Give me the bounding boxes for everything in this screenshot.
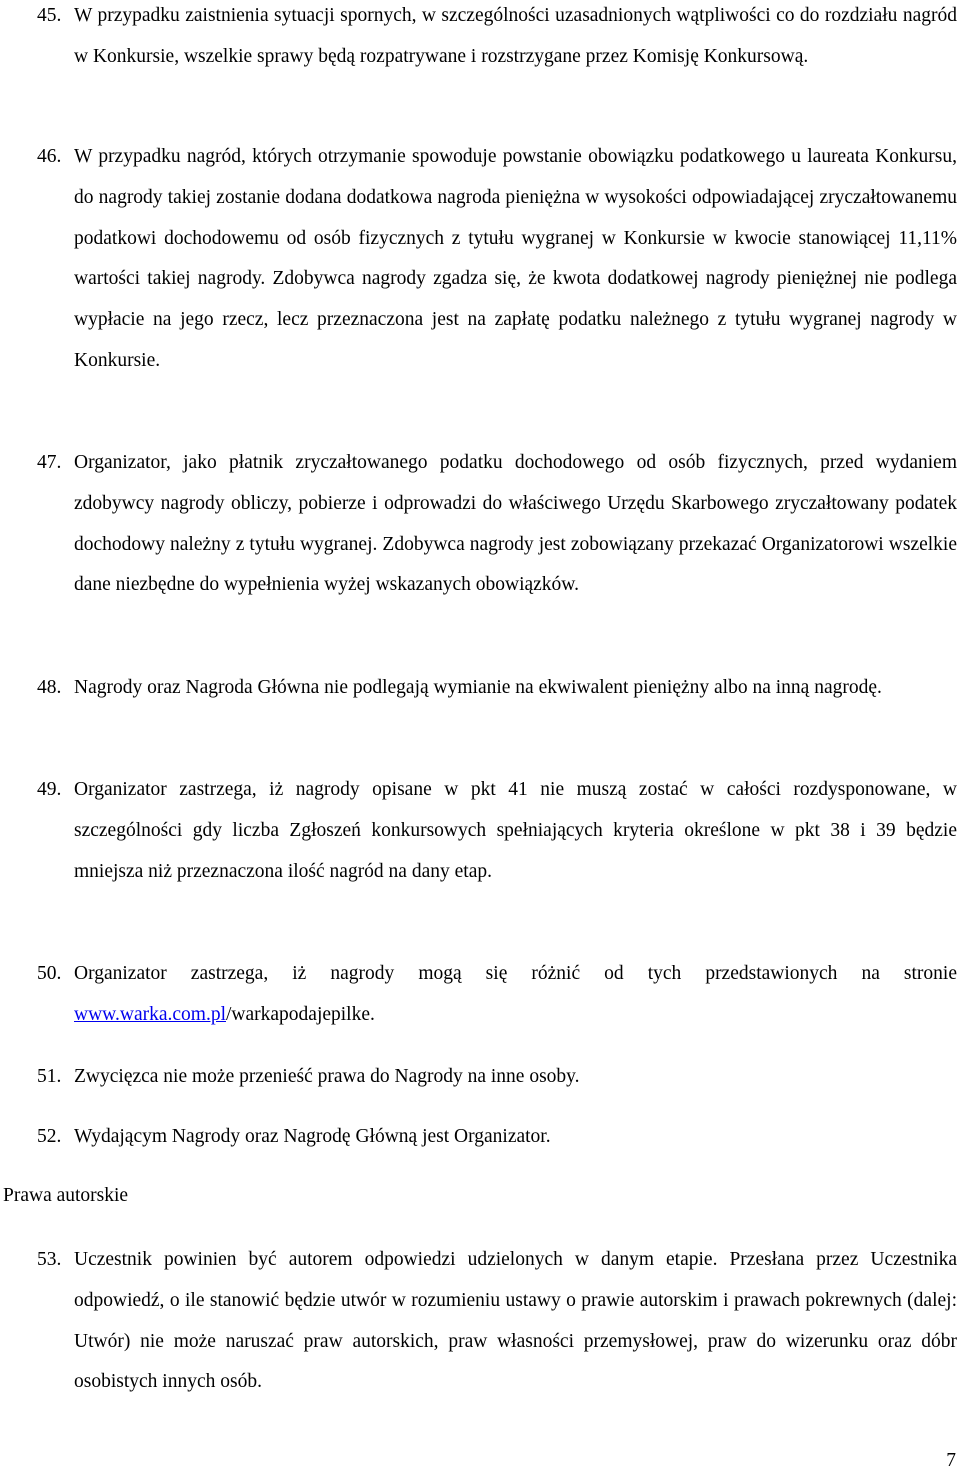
- paragraph-48: [37, 668, 957, 709]
- paragraph-50: [37, 954, 957, 1036]
- paragraph-text: Organizator zastrzega, iż nagrody opisane w pkt 41 nie muszą zostać w całości rozdysponowane, w szczególności gdy liczba Zgłoszeń konkursowych spełniających kryteria określone w pkt 38 i 39 będzie mniejsza niż przeznaczona ilość nagród na dany etap.: [74, 779, 957, 882]
- paragraph-45: [37, 0, 957, 78]
- paragraph-51: [37, 1057, 957, 1098]
- paragraph-number: 46.: [37, 146, 62, 167]
- paragraph-number: 47.: [37, 452, 62, 473]
- paragraph-number: 53.: [37, 1249, 62, 1270]
- paragraph-number: 50.: [37, 963, 62, 984]
- paragraph-text-before-link: Organizator zastrzega, iż nagrody mogą się różnić od tych przedstawionych na stronie: [74, 963, 957, 984]
- paragraph-52: [37, 1117, 957, 1158]
- warka-website-link[interactable]: www.warka.com.pl: [74, 1003, 226, 1025]
- page-number: 7: [946, 1450, 956, 1471]
- paragraph-47: [37, 443, 957, 606]
- paragraph-text: Uczestnik powinien być autorem odpowiedzi udzielonych w danym etapie. Przesłana przez Uczestnika odpowiedź, o ile stanowić będzie utwór w rozumieniu ustawy o prawie autorskim i prawach pokrewnych (dalej: Utwór) nie może naruszać praw autorskich, praw własności przemysłowej, praw do wizerunku oraz dóbr osobistych innych osób.: [74, 1249, 957, 1393]
- paragraph-text: Organizator, jako płatnik zryczałtowanego podatku dochodowego od osób fizycznych, przed wydaniem zdobywcy nagrody obliczy, pobierze i odprowadzi do właściwego Urzędu Skarbowego zryczałtowany podatek dochodowy należny z tytułu wygranej. Zdobywca nagrody jest zobowiązany przekazać Organizatorowi wszelkie dane niezbędne do wypełnienia wyżej wskazanych obowiązków.: [74, 452, 957, 596]
- paragraph-text: W przypadku nagród, których otrzymanie spowoduje powstanie obowiązku podatkowego u laureata Konkursu, do nagrody takiej zostanie dodana dodatkowa nagroda pieniężna w wysokości odpowiadającej zryczałtowanemu podatkowi dochodowemu od osób fizycznych z tytułu wygranej w Konkursie w kwocie stanowiącej 11,11% wartości takiej nagrody. Zdobywca nagrody zgadza się, że kwota dodatkowej nagrody pieniężnej nie podlega wypłacie na jego rzecz, lecz przeznaczona jest na zapłatę podatku należnego z tytułu wygranej nagrody w Konkursie.: [74, 146, 957, 371]
- paragraph-49: [37, 770, 957, 892]
- paragraph-text: W przypadku zaistnienia sytuacji spornych, w szczególności uzasadnionych wątpliwości co do rozdziału nagród w Konkursie, wszelkie sprawy będą rozpatrywane i rozstrzygane przez Komisję Konkursową.: [74, 5, 957, 67]
- paragraph-text: Zwycięzca nie może przenieść prawa do Nagrody na inne osoby.: [74, 1066, 580, 1087]
- paragraph-number: 49.: [37, 779, 62, 800]
- paragraph-text: [74, 954, 957, 1036]
- paragraph-number: 45.: [37, 5, 62, 26]
- section-heading: Prawa autorskie: [3, 1185, 129, 1206]
- paragraph-number: 51.: [37, 1066, 62, 1087]
- paragraph-number: 52.: [37, 1126, 62, 1147]
- paragraph-53: [37, 1240, 957, 1403]
- paragraph-text: Nagrody oraz Nagroda Główna nie podlegają wymianie na ekwiwalent pieniężny albo na inną nagrodę.: [74, 677, 882, 698]
- paragraph-46: [37, 137, 957, 382]
- paragraph-text: Wydającym Nagrody oraz Nagrodę Główną jest Organizator.: [74, 1126, 551, 1147]
- paragraph-number: 48.: [37, 677, 62, 698]
- paragraph-text-after-link: /warkapodajepilke.: [225, 1003, 375, 1025]
